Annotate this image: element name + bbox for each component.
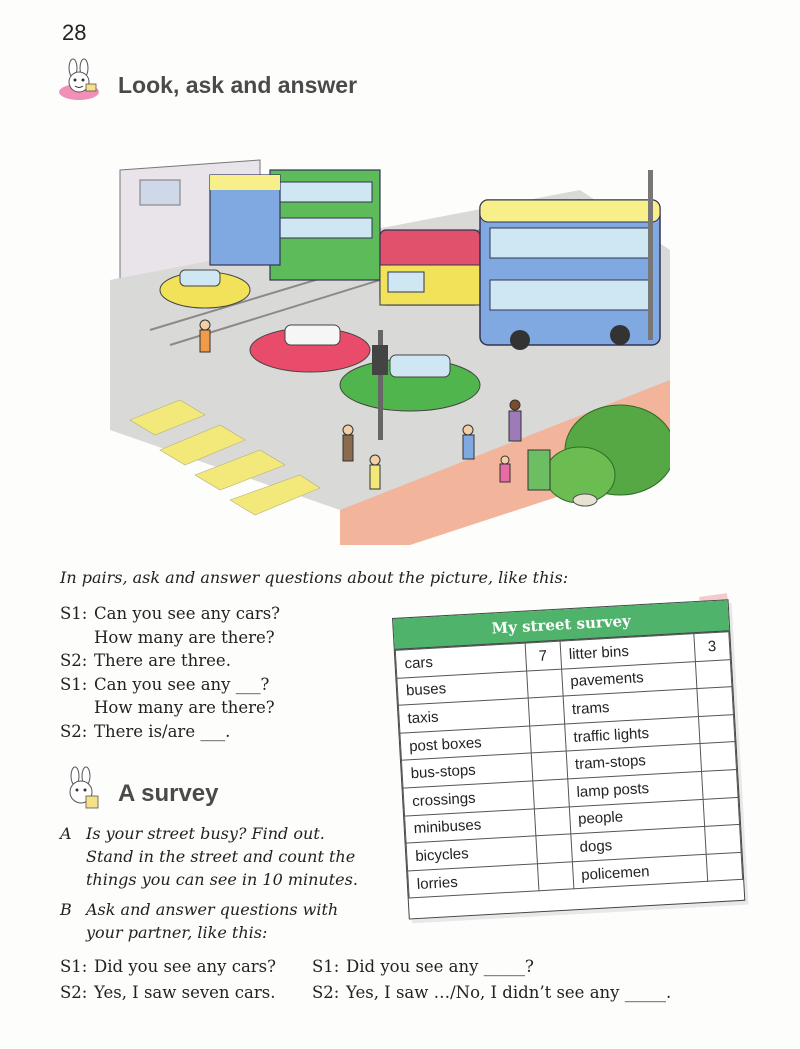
- rabbit-mascot-icon: [56, 58, 102, 104]
- dialogue-line: How many are there?: [94, 627, 275, 647]
- survey-item-left: cars: [395, 643, 526, 678]
- survey-item-right: people: [569, 799, 705, 834]
- instruction-text: In pairs, ask and answer questions about the picture, like this:: [60, 568, 569, 587]
- dialogue-line: How many are there?: [94, 698, 275, 717]
- survey-item-left: buses: [397, 671, 528, 706]
- survey-item-left: crossings: [403, 781, 534, 816]
- survey-item-left: post boxes: [400, 726, 531, 761]
- survey-item-right: lamp posts: [567, 771, 703, 806]
- survey-count-right: [695, 659, 731, 689]
- survey-count-right: [702, 769, 738, 799]
- survey-count-left: [535, 834, 571, 864]
- survey-count-right: [705, 825, 741, 855]
- survey-count-left: [531, 751, 567, 781]
- bottom-dialogue-right: S1: Did you see any _____? S2: Yes, I saw …/No, I didn’t see any _____.: [312, 957, 672, 1002]
- dialogue-line: S1: Can you see any ___?: [60, 674, 270, 694]
- survey-item-right: dogs: [570, 827, 706, 862]
- survey-title: My street survey: [393, 600, 729, 650]
- street-scene-illustration: [110, 130, 670, 545]
- section-title-look-ask-answer: Look, ask and answer: [118, 72, 358, 98]
- survey-item-b: B Ask and answer questions with your partner, like this:: [60, 900, 339, 942]
- rabbit-survey-mascot-icon: [58, 766, 104, 812]
- survey-item-left: bicycles: [406, 836, 537, 871]
- survey-count-left: [526, 669, 562, 699]
- dialogue-line: S2: There are three.: [60, 651, 231, 670]
- survey-count-left: [537, 862, 573, 892]
- survey-item-right: pavements: [561, 661, 697, 696]
- survey-item-left: taxis: [398, 698, 529, 733]
- survey-count-left: [529, 724, 565, 754]
- survey-item-left: bus-stops: [401, 753, 532, 788]
- survey-count-right: [706, 852, 742, 882]
- survey-item-left: lorries: [408, 864, 539, 899]
- street-survey-table: [392, 599, 745, 919]
- survey-item-right: trams: [563, 689, 699, 724]
- example-dialogue: [60, 602, 380, 743]
- survey-count-right: [697, 687, 733, 717]
- dialogue-line: S2: There is/are ___.: [60, 721, 231, 741]
- survey-item-left: minibuses: [405, 808, 536, 843]
- survey-count-left: [532, 779, 568, 809]
- section-title-survey: A survey: [118, 780, 219, 807]
- survey-item-right: litter bins: [560, 634, 696, 669]
- survey-item-a: A Is your street busy? Find out. Stand in the street and count the things you can see in 10 minutes.: [60, 824, 358, 889]
- survey-count-right: [698, 714, 734, 744]
- survey-count-right: 3: [694, 632, 730, 662]
- page-number: 28: [62, 20, 87, 45]
- survey-grid: [395, 631, 743, 899]
- dialogue-line: S1: Can you see any cars?: [60, 604, 281, 623]
- survey-count-left: [534, 806, 570, 836]
- survey-count-left: 7: [525, 641, 561, 671]
- survey-count-right: [700, 742, 736, 772]
- survey-item-right: traffic lights: [564, 716, 700, 751]
- survey-item-right: tram-stops: [566, 744, 702, 779]
- survey-count-left: [528, 696, 564, 726]
- survey-count-right: [703, 797, 739, 827]
- survey-item-right: policemen: [572, 854, 708, 889]
- bottom-dialogue-left: S1: Did you see any cars? S2: Yes, I saw seven cars.: [60, 957, 276, 1002]
